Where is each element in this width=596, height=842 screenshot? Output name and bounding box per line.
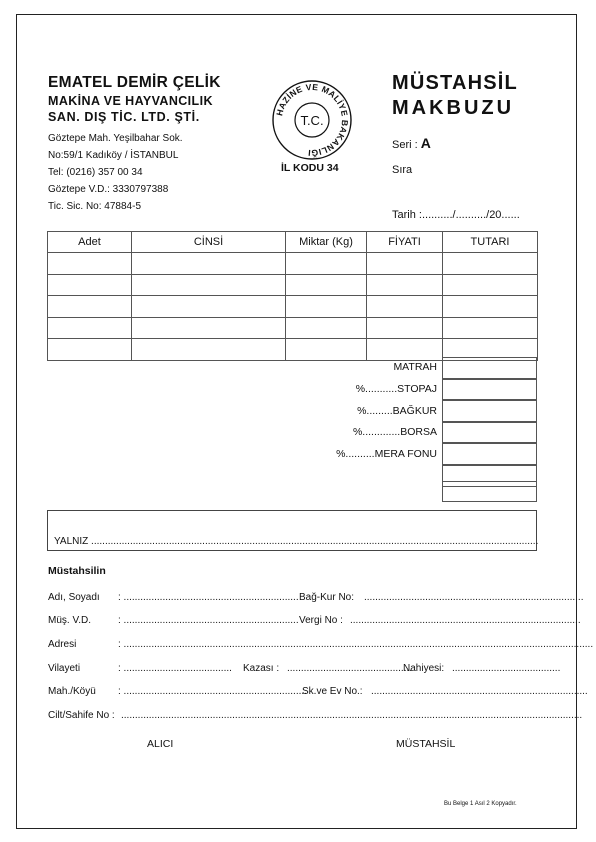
table-cell[interactable] [443, 274, 538, 296]
table-cell[interactable] [286, 296, 367, 318]
address-label: Adresi [48, 639, 77, 650]
table-cell[interactable] [367, 339, 443, 361]
table-cell[interactable] [48, 339, 132, 361]
bagkur-label: %.........BAĞKUR [357, 405, 437, 417]
province-label: Vilayeti [48, 663, 81, 674]
table-cell[interactable] [443, 253, 538, 275]
phone-line: Tel: (0216) 357 00 34 [48, 167, 143, 178]
table-cell[interactable] [48, 274, 132, 296]
table-cell[interactable] [286, 339, 367, 361]
amount-in-words-field[interactable]: YALNIZ ................................................................................................................................................................. [54, 536, 539, 547]
bagkur-box[interactable] [442, 400, 537, 422]
sequence-label: Sıra [392, 164, 413, 176]
subdistrict-label: Nahiyesi: [403, 663, 445, 674]
serial-value: A [420, 135, 431, 151]
tax-office-label: Müş. V.D. [48, 615, 91, 626]
table-cell[interactable] [132, 339, 286, 361]
borsa-label: %.............BORSA [352, 426, 437, 438]
province-code: İL KODU 34 [281, 162, 339, 174]
total-box[interactable] [442, 481, 537, 502]
bagkur-no-field[interactable]: ............................................................................... [364, 592, 584, 603]
volume-page-field[interactable]: ...................................................................................................................................................................... [121, 710, 583, 721]
table-cell[interactable] [443, 296, 538, 318]
date-field[interactable]: Tarih :........../........../20...... [392, 209, 520, 221]
village-field[interactable]: : .................................................................. [118, 686, 307, 697]
table-cell[interactable] [48, 296, 132, 318]
table-row [48, 296, 538, 318]
tax-no-field[interactable]: ................................................................................... [350, 615, 581, 626]
matrah-label: MATRAH [393, 361, 437, 373]
table-cell[interactable] [286, 317, 367, 339]
table-cell[interactable] [286, 274, 367, 296]
table-cell[interactable] [367, 296, 443, 318]
serial-label: Seri : [392, 139, 418, 151]
seal-ring-text: HAZİNE VE MALİYE BAKANLIĞI [274, 81, 351, 159]
mera-fonu-box[interactable] [442, 443, 537, 465]
doc-title-line1: MÜSTAHSİL [392, 72, 518, 94]
address-line: No:59/1 Kadıköy / İSTANBUL [48, 150, 179, 161]
village-label: Mah./Köyü [48, 686, 96, 697]
table-cell[interactable] [132, 253, 286, 275]
stopaj-label: %...........STOPAJ [355, 383, 437, 395]
header-miktar: Miktar (Kg) [286, 232, 367, 253]
header-tutari: TUTARI [443, 232, 538, 253]
province-field[interactable]: : ....................................... [118, 663, 232, 674]
trade-registry-line: Tic. Sic. No: 47884-5 [48, 201, 142, 212]
header-cinsi: CİNSİ [132, 232, 286, 253]
seal-center-text: T.C. [300, 113, 324, 128]
table-cell[interactable] [286, 253, 367, 275]
serial-field [392, 135, 431, 151]
mera-fonu-label: %..........MERA FONU [336, 448, 437, 460]
buyer-signature-label: ALICI [147, 738, 174, 750]
tax-no-label: Vergi No : [299, 615, 343, 626]
address-field[interactable]: : ......................................................................................................................................................................... [118, 639, 594, 650]
table-cell[interactable] [132, 317, 286, 339]
table-cell[interactable] [48, 317, 132, 339]
borsa-box[interactable] [442, 422, 537, 444]
street-no-label: Sk.ve Ev No.: [302, 686, 363, 697]
volume-page-label: Cilt/Sahife No : [48, 710, 115, 721]
items-table [47, 231, 538, 361]
subdistrict-field[interactable]: ....................................... [452, 663, 561, 674]
table-cell[interactable] [367, 274, 443, 296]
matrah-box[interactable] [442, 357, 537, 379]
table-row [48, 253, 538, 275]
bagkur-no-label: Bağ-Kur No: [299, 592, 355, 603]
table-cell[interactable] [48, 253, 132, 275]
tax-office-line: Göztepe V.D.: 3330797388 [48, 184, 169, 195]
table-header-row [48, 232, 538, 253]
header-fiyati: FİYATI [367, 232, 443, 253]
tax-office-field[interactable]: : ............................................................... [118, 615, 299, 626]
stopaj-box[interactable] [442, 379, 537, 401]
table-row [48, 274, 538, 296]
company-line-2: MAKİNA VE HAYVANCILIK [48, 94, 213, 108]
district-label: Kazası : [243, 663, 280, 674]
table-cell[interactable] [132, 274, 286, 296]
address-line: Göztepe Mah. Yeşilbahar Sok. [48, 133, 183, 144]
table-cell[interactable] [132, 296, 286, 318]
company-name: EMATEL DEMİR ÇELİK [48, 74, 221, 91]
name-label: Adı, Soyadı [48, 592, 100, 603]
name-field[interactable]: : ............................................................... [118, 592, 299, 603]
ministry-seal [272, 80, 352, 160]
district-field[interactable]: ............................................. [287, 663, 413, 674]
table-row [48, 317, 538, 339]
company-line-3: SAN. DIŞ TİC. LTD. ŞTİ. [48, 110, 200, 124]
header-adet: Adet [48, 232, 132, 253]
street-no-field[interactable]: .............................................................................. [371, 686, 588, 697]
table-cell[interactable] [367, 317, 443, 339]
table-cell[interactable] [367, 253, 443, 275]
producer-signature-label: MÜSTAHSİL [396, 738, 456, 750]
table-cell[interactable] [443, 317, 538, 339]
copy-note: Bu Belge 1 Asıl 2 Kopyadır. [444, 801, 517, 807]
producer-section-title: Müstahsilin [48, 565, 106, 577]
doc-title-line2: MAKBUZU [392, 97, 515, 119]
